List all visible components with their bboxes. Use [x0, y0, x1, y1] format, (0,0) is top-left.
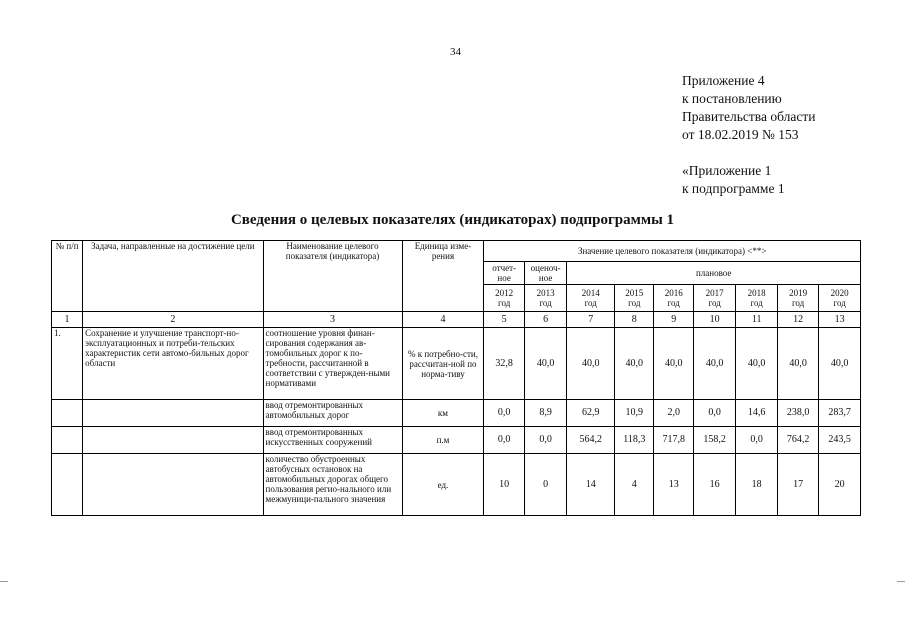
header-year: [654, 285, 693, 312]
table-row: [52, 454, 861, 516]
row-value: 40,0: [777, 328, 818, 400]
row-value: 13: [654, 454, 693, 516]
row-value: 243,5: [819, 427, 861, 454]
row-value: 40,0: [736, 328, 777, 400]
column-number: 11: [736, 312, 777, 328]
year-unit: год: [667, 298, 680, 308]
header-gap: [682, 144, 815, 162]
column-number: 7: [567, 312, 615, 328]
row-value: 238,0: [777, 400, 818, 427]
year-unit: год: [628, 298, 641, 308]
margin-mark-left: [0, 581, 8, 582]
column-number: 9: [654, 312, 693, 328]
column-number: 5: [484, 312, 524, 328]
year-value: 2014: [581, 288, 600, 298]
indicators-table: [51, 240, 861, 516]
header-task: Задача, направленные на достижение цели: [83, 241, 263, 312]
header-value-group: Значение целевого показателя (индикатора) <**>: [484, 241, 861, 262]
row-value: 717,8: [654, 427, 693, 454]
row-value: 20: [819, 454, 861, 516]
row-value: 40,0: [819, 328, 861, 400]
column-number: 12: [777, 312, 818, 328]
row-value: 40,0: [615, 328, 654, 400]
row-value: 2,0: [654, 400, 693, 427]
row-number: 1.: [52, 328, 83, 400]
header-indicator: Наименование целевого показателя (индикатора): [263, 241, 402, 312]
row-value: 0,0: [484, 427, 524, 454]
header-year: [484, 285, 524, 312]
year-value: 2018: [747, 288, 766, 298]
row-indicator: ввод отремонтированных искусственных сооружений: [263, 427, 402, 454]
column-number: 1: [52, 312, 83, 328]
row-task: [83, 454, 263, 516]
header-number: № п/п: [52, 241, 83, 312]
row-value: 14: [567, 454, 615, 516]
row-indicator: количество обустроенных автобусных остановок на автомобильных дорогах общего пользования регио-нального или межмуници-пального значения: [263, 454, 402, 516]
row-task: Сохранение и улучшение транспорт-но-эксплуатационных и потреби-тельских характеристик сети автомо-бильных дорог области: [83, 328, 263, 400]
year-unit: год: [539, 298, 552, 308]
year-unit: год: [750, 298, 763, 308]
year-unit: год: [791, 298, 805, 308]
row-value: 18: [736, 454, 777, 516]
header-unit: Единица изме-рения: [402, 241, 484, 312]
header-line: к подпрограмме 1: [682, 181, 785, 196]
row-value: 40,0: [524, 328, 567, 400]
header-reported: отчет-ное: [484, 262, 524, 285]
document-title: Сведения о целевых показателях (индикаторах) подпрограммы 1: [230, 212, 675, 228]
row-value: 10: [484, 454, 524, 516]
row-value: 564,2: [567, 427, 615, 454]
row-value: 0,0: [484, 400, 524, 427]
row-value: 0,0: [524, 427, 567, 454]
column-number: 2: [83, 312, 263, 328]
year-unit: год: [497, 298, 511, 308]
row-value: 17: [777, 454, 818, 516]
header-year: [736, 285, 777, 312]
row-indicator: ввод отремонтированных автомобильных дорог: [263, 400, 402, 427]
row-value: 40,0: [567, 328, 615, 400]
column-number: 3: [263, 312, 402, 328]
row-unit: п.м: [402, 427, 484, 454]
column-number: 4: [402, 312, 484, 328]
table-row: [52, 328, 861, 400]
row-value: 10,9: [615, 400, 654, 427]
header-year: [615, 285, 654, 312]
header-planned: плановое: [567, 262, 861, 285]
row-value: 14,6: [736, 400, 777, 427]
year-unit: год: [708, 298, 721, 308]
table-row: [52, 400, 861, 427]
row-value: 8,9: [524, 400, 567, 427]
year-value: 2017: [705, 288, 724, 298]
row-value: 0: [524, 454, 567, 516]
year-unit: год: [584, 298, 597, 308]
row-number: [52, 454, 83, 516]
header-year: [819, 285, 861, 312]
margin-mark-right: [897, 581, 905, 582]
row-value: 764,2: [777, 427, 818, 454]
header-line: к постановлению: [682, 91, 782, 106]
year-value: 2013: [536, 288, 555, 298]
row-value: 16: [693, 454, 736, 516]
header-year: [524, 285, 567, 312]
row-value: 0,0: [693, 400, 736, 427]
year-value: 2015: [625, 288, 644, 298]
column-number: 8: [615, 312, 654, 328]
column-number: 13: [819, 312, 861, 328]
header-year: [693, 285, 736, 312]
column-number: 10: [693, 312, 736, 328]
row-value: 62,9: [567, 400, 615, 427]
header-line: Правительства области: [682, 109, 816, 124]
year-value: 2016: [664, 288, 683, 298]
column-number: 6: [524, 312, 567, 328]
header-year: [567, 285, 615, 312]
row-unit: км: [402, 400, 484, 427]
header-line: «Приложение 1: [682, 163, 772, 178]
year-value: 2012: [495, 288, 514, 298]
year-value: 2020: [830, 288, 849, 298]
row-value: 158,2: [693, 427, 736, 454]
row-indicator: соотношение уровня финан-сирования содержания ав-томобильных дорог к по-требности, рассчитанной в соответствии с утвержден-ными нормативами: [263, 328, 402, 400]
row-unit: % к потребно-сти, рассчитан-ной по норма-тиву: [402, 328, 484, 400]
header-line: от 18.02.2019 № 153: [682, 127, 799, 142]
row-value: 283,7: [819, 400, 861, 427]
row-task: [83, 400, 263, 427]
year-unit: год: [833, 298, 846, 308]
row-value: 0,0: [736, 427, 777, 454]
appendix-header: [682, 72, 815, 198]
header-estimated: оценоч-ное: [524, 262, 567, 285]
header-year: [777, 285, 818, 312]
table-row: [52, 427, 861, 454]
row-unit: ед.: [402, 454, 484, 516]
row-number: [52, 400, 83, 427]
row-value: 118,3: [615, 427, 654, 454]
page-number: 34: [450, 46, 461, 58]
row-task: [83, 427, 263, 454]
row-value: 40,0: [693, 328, 736, 400]
row-value: 40,0: [654, 328, 693, 400]
header-line: Приложение 4: [682, 73, 765, 88]
row-number: [52, 427, 83, 454]
row-value: 32,8: [484, 328, 524, 400]
year-value: 2019: [789, 288, 808, 298]
row-value: 4: [615, 454, 654, 516]
